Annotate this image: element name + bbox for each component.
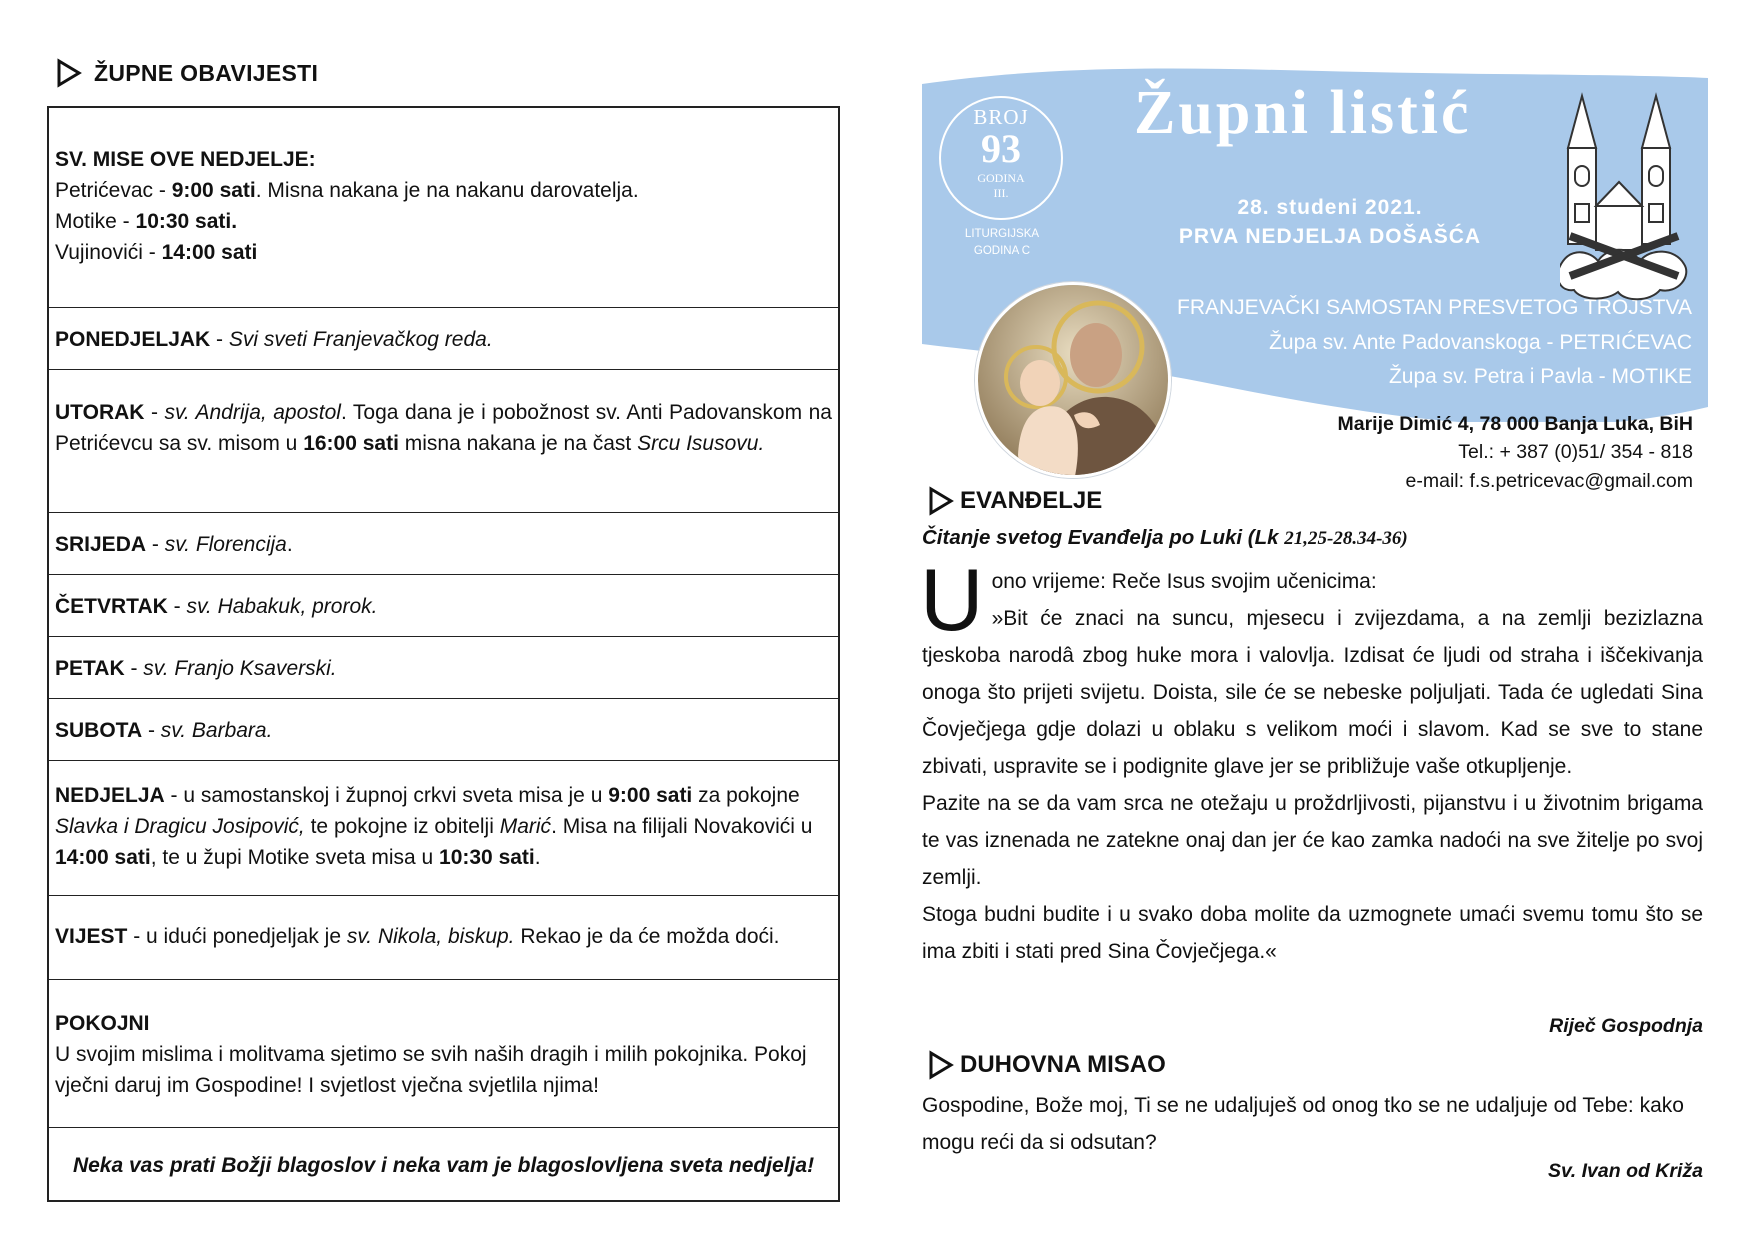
- saturday-row: SUBOTA - sv. Barbara.: [49, 699, 838, 761]
- address: Marije Dimić 4, 78 000 Banja Luka, BiH: [1337, 413, 1693, 435]
- notices-box: [47, 106, 840, 1202]
- sunday-row: NEDJELJA - u samostanskoj i župnoj crkvi sveta misa je u 9:00 sati za pokojne Slavka i Dragicu Josipović, te pokojne iz obitelji Marić. Misa na filijali Novakovići u 14:00 sati, te u župi Motike sveta misa u 10:30 sati.: [49, 761, 838, 896]
- thought-heading-text: DUHOVNA MISAO: [960, 1051, 1166, 1078]
- gospel-p3: Stoga budni budite i u svako doba molite da uzmognete umaći svemu tomu što se ima zbiti i stati pred Sina Čovječjega.«: [922, 903, 1703, 963]
- gospel-p2: Pazite na se da vam srca ne otežaju u proždrljivosti, pijanstvu i u životnim brigama te vas iznenada ne zatekne onaj dan jer će kao zamka nadoći na sve žitelje po svoj zemlji.: [922, 792, 1703, 889]
- thursday-label: ČETVRTAK: [55, 595, 168, 618]
- thursday-row: ČETVRTAK - sv. Habakuk, prorok.: [49, 575, 838, 637]
- issue-year-label: GODINA: [977, 171, 1025, 185]
- play-triangle-icon: [928, 486, 954, 516]
- bulletin-title: Župni listić: [1134, 79, 1472, 147]
- mass-line-motike: Motike - 10:30 sati.: [55, 210, 238, 233]
- friday-label: PETAK: [55, 657, 125, 680]
- mass-line-petricevac: Petrićevac - 9:00 sati. Misna nakana je na nakanu darovatelja.: [55, 179, 639, 202]
- issue-badge: [939, 96, 1063, 220]
- thought-author: Sv. Ivan od Križa: [1548, 1160, 1703, 1182]
- gospel-heading-text: EVANĐELJE: [960, 487, 1103, 514]
- monday-label: PONEDJELJAK: [55, 328, 211, 351]
- gospel-closing: Riječ Gospodnja: [1549, 1015, 1703, 1037]
- convent-name: FRANJEVAČKI SAMOSTAN PRESVETOG TROJSTVA: [1177, 296, 1692, 319]
- liturgical-year: LITURGIJSKA GODINA C: [964, 228, 1040, 257]
- email: e-mail: f.s.petricevac@gmail.com: [1405, 470, 1693, 492]
- play-triangle-icon: [928, 1050, 954, 1080]
- phone: Tel.: + 387 (0)51/ 354 - 818: [1458, 441, 1693, 463]
- gospel-line1: ono vrijeme: Reče Isus svojim učenicima:: [991, 570, 1377, 593]
- drop-cap: U: [920, 550, 984, 649]
- deceased-text: U svojim mislima i molitvama sjetimo se svih naših dragih i milih pokojnika. Pokoj vječni daruj im Gospodine! I svjetlost vječna svjetlila njima!: [55, 1043, 807, 1097]
- sunday-label: NEDJELJA: [55, 784, 165, 807]
- gospel-p1: »Bit će znaci na suncu, mjesecu i zvijezdama, a na zemlji bezizlazna tjeskoba narodâ zbog huke mora i valovlja. Izdisat će ljudi od straha i iščekivanja onoga što prijeti svijetu. Doista, sile će se nebeske poljuljati. Tada će ugledati Sina Čovječjega gdje dolazi u oblaku s velikom moći i slavom. Kad se sve to stane zbivati, uspravite se i podignite glave jer se približuje vaše otkupljenje.: [922, 607, 1703, 778]
- masses-row: [49, 108, 838, 308]
- bulletin-date: 28. studeni 2021.: [1237, 196, 1423, 219]
- blessing-row: [49, 1128, 838, 1202]
- notices-heading: [56, 58, 318, 88]
- thought-heading: [928, 1050, 1166, 1080]
- parish-petricevac: Župa sv. Ante Padovanskoga - PETRIĆEVAC: [1269, 331, 1692, 354]
- tuesday-label: UTORAK: [55, 401, 145, 424]
- tuesday-row: UTORAK - sv. Andrija, apostol. Toga dana je i pobožnost sv. Anti Padovanskom na Petrićevcu sa sv. misom u 16:00 sati misna nakana je na čast Srcu Isusovu.: [49, 370, 838, 513]
- monday-text: Svi sveti Franjevačkog reda.: [228, 328, 493, 351]
- issue-year: III.: [993, 186, 1009, 200]
- liturgical-sunday: PRVA NEDJELJA DOŠAŠĆA: [1178, 225, 1482, 248]
- parish-motike: Župa sv. Petra i Pavla - MOTIKE: [1388, 365, 1692, 388]
- friday-row: PETAK - sv. Franjo Ksaverski.: [49, 637, 838, 699]
- news-label: VIJEST: [55, 925, 128, 948]
- saturday-label: SUBOTA: [55, 719, 143, 742]
- issue-number: 93: [981, 126, 1021, 171]
- monday-row: PONEDJELJAK - Svi sveti Franjevačkog reda.: [49, 308, 838, 370]
- gospel-heading: [928, 486, 1102, 516]
- blessing-text: Neka vas prati Božji blagoslov i neka vam je blagoslovljena sveta nedjelja!: [72, 1154, 815, 1177]
- issue-label: BROJ: [973, 105, 1029, 129]
- saint-anthony-image: [975, 282, 1171, 478]
- masses-title: SV. MISE OVE NEDJELJE:: [55, 148, 316, 171]
- wednesday-label: SRIJEDA: [55, 533, 147, 556]
- deceased-label: POKOJNI: [55, 1012, 150, 1035]
- notices-heading-text: ŽUPNE OBAVIJESTI: [94, 59, 319, 86]
- news-row: VIJEST - u idući ponedjeljak je sv. Nikola, biskup. Rekao je da će možda doći.: [49, 896, 838, 980]
- mass-line-vujinovici: Vujinovići - 14:00 sati: [55, 241, 258, 264]
- church-logo-icon: [1560, 86, 1690, 304]
- reading-title: Čitanje svetog Evanđelja po Luki (Lk 21,25-28.34-36): [922, 526, 1408, 549]
- thought-text: Gospodine, Bože moj, Ti se ne udaljuješ od onog tko se ne udaljuje od Tebe: kako mogu reći da si odsutan?: [922, 1094, 1684, 1154]
- gospel-text: [920, 550, 1703, 970]
- deceased-row: [49, 980, 838, 1128]
- play-triangle-icon: [56, 58, 82, 88]
- wednesday-row: SRIJEDA - sv. Florencija.: [49, 513, 838, 575]
